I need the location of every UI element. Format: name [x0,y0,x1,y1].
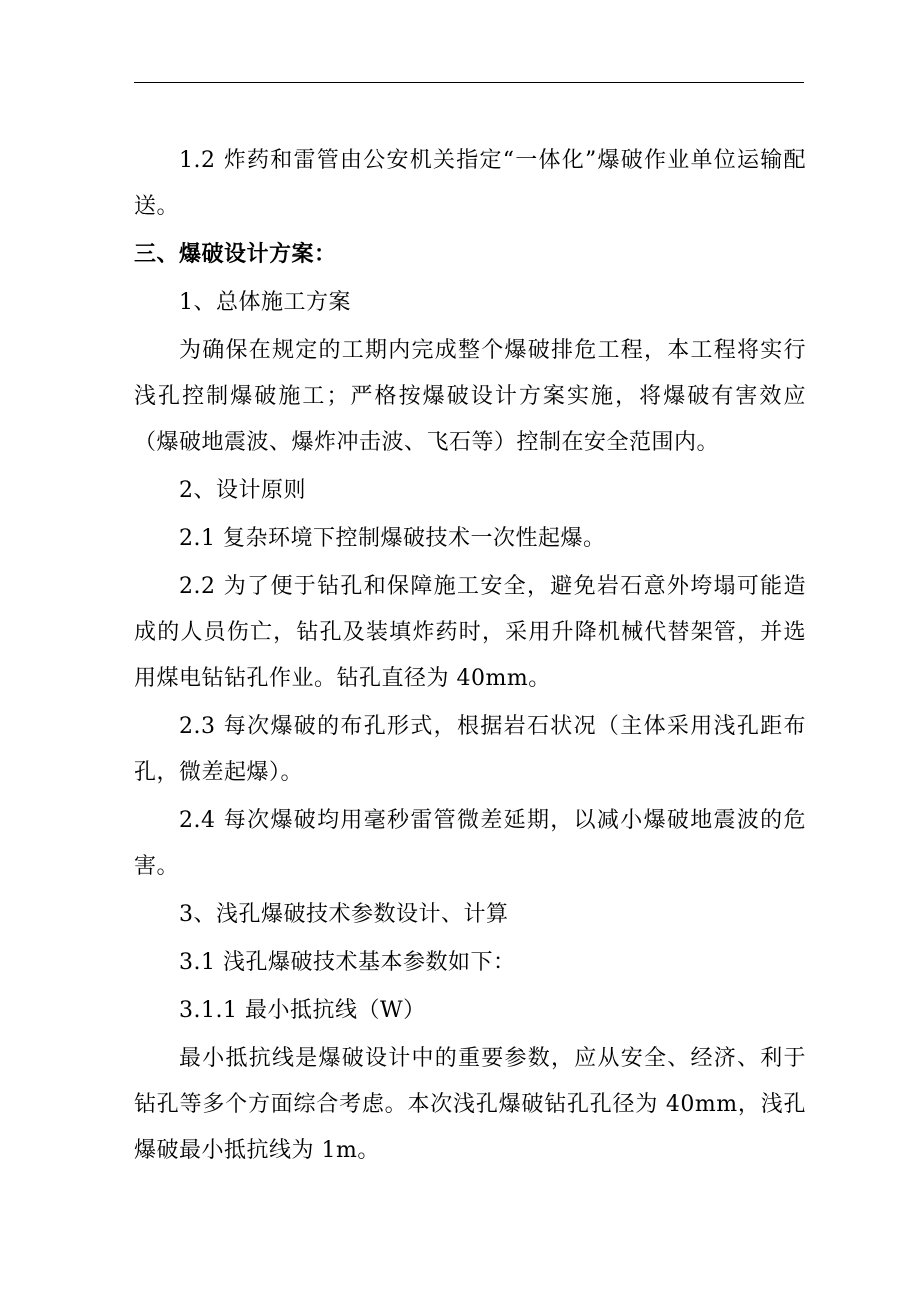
subsection-1-overall-plan: 1、总体施工方案 [179,290,351,315]
paragraph-overall-plan: 为确保在规定的工期内完成整个爆破排危工程，本工程将实行浅孔控制爆破施工；严格按爆破设计方案实施，将爆破有害效应（爆破地震波、爆炸冲击波、飞石等）控制在安全范围内。 [134,338,806,455]
paragraph-2-4: 2.4 每次爆破均用毫秒雷管微差延期，以减小爆破地震波的危害。 [134,808,806,879]
section-heading-blast-design: 三、爆破设计方案： [134,242,337,267]
paragraph-3-1: 3.1 浅孔爆破技术基本参数如下： [179,950,516,975]
paragraph-2-3: 2.3 每次爆破的布孔形式，根据岩石状况（主体采用浅孔距布孔，微差起爆）。 [134,714,806,785]
paragraph-min-burden: 最小抵抗线是爆破设计中的重要参数，应从安全、经济、利于钻孔等多个方面综合考虑。本次浅孔爆破钻孔孔径为 40mm，浅孔爆破最小抵抗线为 1m。 [134,1046,806,1163]
header-rule [134,82,804,83]
paragraph-2-1: 2.1 复杂环境下控制爆破技术一次性起爆。 [179,526,606,551]
paragraph-1-2-delivery: 1.2 炸药和雷管由公安机关指定“一体化”爆破作业单位运输配送。 [134,148,806,219]
paragraph-3-1-1: 3.1.1 最小抵抗线（W） [179,998,426,1023]
subsection-2-design-principles: 2、设计原则 [179,478,306,503]
paragraph-2-2: 2.2 为了便于钻孔和保障施工安全，避免岩石意外垮塌可能造成的人员伤亡，钻孔及装填炸药时，采用升降机械代替架管，并选用煤电钻钻孔作业。钻孔直径为 40mm。 [134,574,806,691]
subsection-3-parameters: 3、浅孔爆破技术参数设计、计算 [179,902,509,927]
document-body [134,138,806,1174]
